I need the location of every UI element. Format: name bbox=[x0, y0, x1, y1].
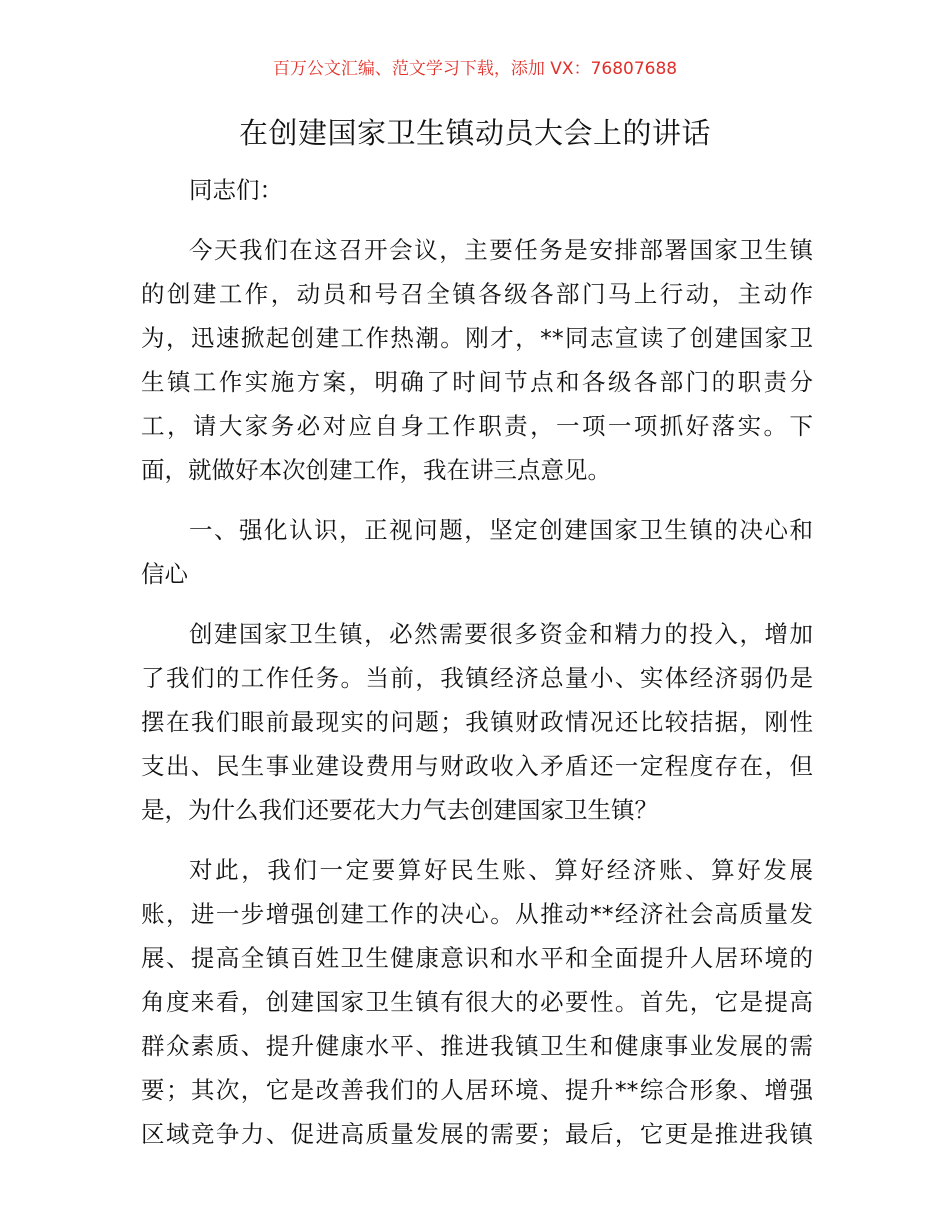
paragraph-line: 展、提高全镇百姓卫生健康意识和水平和全面提升人居环境的 bbox=[141, 944, 813, 972]
paragraph-line: 区域竞争力、促进高质量发展的需要；最后，它更是推进我镇 bbox=[141, 1120, 813, 1148]
paragraph-line: 对此，我们一定要算好民生账、算好经济账、算好发展 bbox=[189, 856, 813, 884]
heading-line: 信心 bbox=[141, 560, 188, 588]
paragraph-line: 是，为什么我们还要花大力气去创建国家卫生镇？ bbox=[141, 796, 658, 824]
paragraph-line: 群众素质、提升健康水平、推进我镇卫生和健康事业发展的需 bbox=[141, 1032, 813, 1060]
paragraph-line: 生镇工作实施方案，明确了时间节点和各级各部门的职责分 bbox=[141, 368, 813, 396]
section-heading-1 bbox=[141, 508, 813, 596]
watermark-banner: 百万公文汇编、范文学习下载，添加 VX：76807688 bbox=[272, 59, 678, 79]
paragraph-line: 摆在我们眼前最现实的问题；我镇财政情况还比较拮据，刚性 bbox=[141, 708, 813, 736]
greeting: 同志们： bbox=[189, 176, 283, 204]
paragraph-line: 角度来看，创建国家卫生镇有很大的必要性。首先，它是提高 bbox=[141, 988, 813, 1016]
document-title: 在创建国家卫生镇动员大会上的讲话 bbox=[238, 116, 711, 150]
paragraph-line: 了我们的工作任务。当前，我镇经济总量小、实体经济弱仍是 bbox=[141, 664, 813, 692]
paragraph-line: 面，就做好本次创建工作，我在讲三点意见。 bbox=[141, 456, 611, 484]
paragraph-necessity bbox=[141, 848, 813, 1156]
paragraph-line: 账，进一步增强创建工作的决心。从推动**经济社会高质量发 bbox=[141, 900, 813, 928]
paragraph-challenges bbox=[141, 612, 813, 832]
paragraph-line: 今天我们在这召开会议，主要任务是安排部署国家卫生镇 bbox=[189, 236, 813, 264]
paragraph-line: 支出、民生事业建设费用与财政收入矛盾还一定程度存在，但 bbox=[141, 752, 813, 780]
paragraph-line: 要；其次，它是改善我们的人居环境、提升**综合形象、增强 bbox=[141, 1076, 813, 1104]
paragraph-line: 创建国家卫生镇，必然需要很多资金和精力的投入，增加 bbox=[189, 620, 813, 648]
heading-line: 一、强化认识，正视问题，坚定创建国家卫生镇的决心和 bbox=[189, 516, 813, 544]
paragraph-line: 工，请大家务必对应自身工作职责，一项一项抓好落实。下 bbox=[141, 412, 813, 440]
document-body bbox=[141, 168, 813, 1156]
paragraph-line: 为，迅速掀起创建工作热潮。刚才，**同志宣读了创建国家卫 bbox=[141, 324, 813, 352]
paragraph-line: 的创建工作，动员和号召全镇各级各部门马上行动，主动作 bbox=[141, 280, 813, 308]
paragraph-intro bbox=[141, 228, 813, 492]
